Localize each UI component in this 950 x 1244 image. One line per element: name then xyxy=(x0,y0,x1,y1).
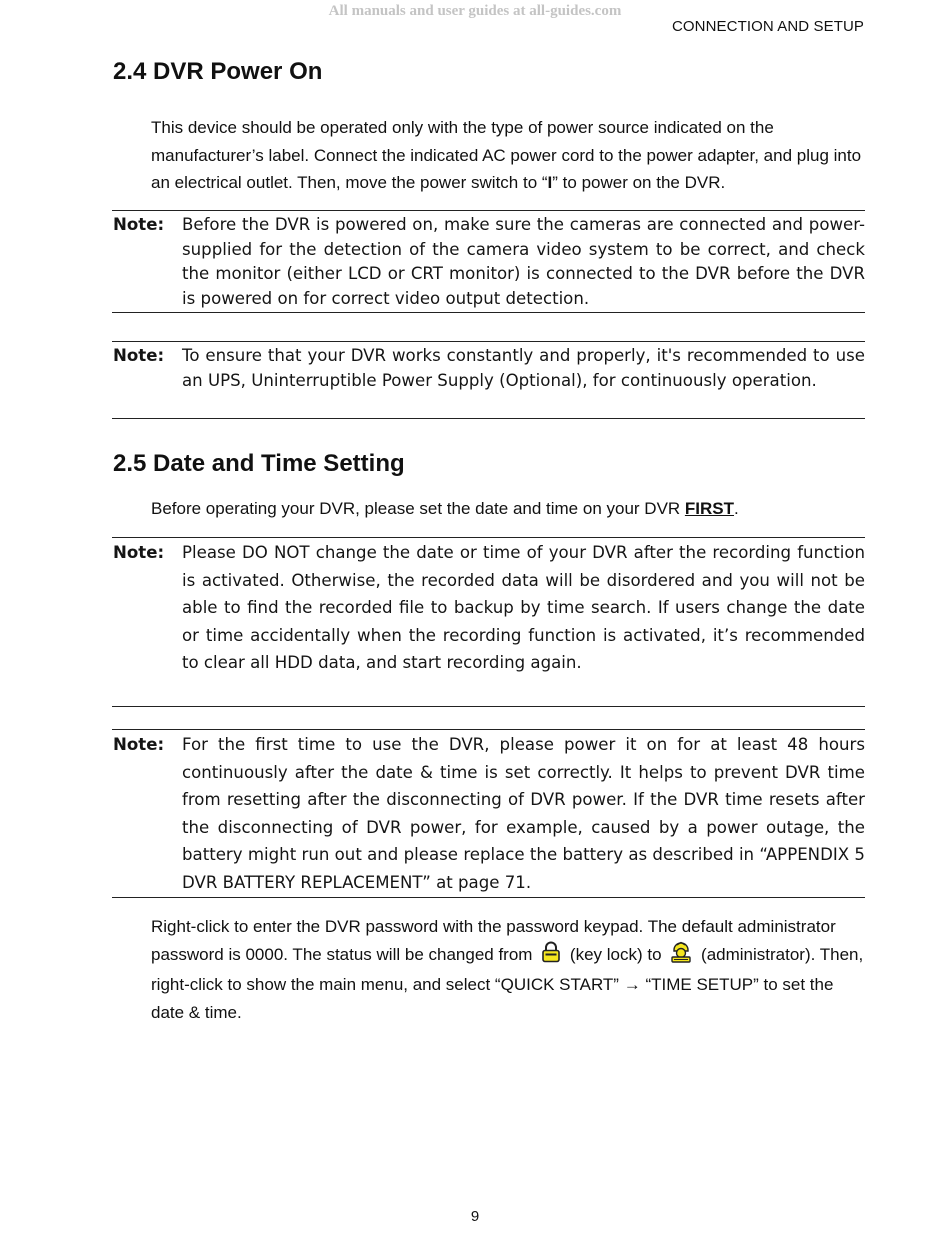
note-label: Note: xyxy=(113,346,165,365)
note-label: Note: xyxy=(113,735,165,754)
padlock-icon xyxy=(540,941,562,972)
note-divider xyxy=(112,312,865,313)
note-first-time-power xyxy=(113,731,865,897)
note-text: Before the DVR is powered on, make sure the cameras are connected and power-supplied for the detection of the camera video system to be correct, and check the monitor (either LCD or CRT monitor) is connected to the DVR before the DVR is powered on for correct video output detection. xyxy=(182,215,865,308)
running-header: CONNECTION AND SETUP xyxy=(671,18,864,35)
section-title-date-time-setting: 2.5 Date and Time Setting xyxy=(113,450,405,477)
note-text: Please DO NOT change the date or time of your DVR after the recording function is activated. Otherwise, the recorded data will be disordered and you will not be able to find the recorded file to backup by time search. If users change the date or time accidentally when the recording function is activated, it’s recommended to clear all HDD data, and start recording again. xyxy=(182,543,865,673)
note-divider xyxy=(112,210,865,211)
note-divider xyxy=(112,729,865,730)
first-emphasis: FIRST xyxy=(684,499,735,518)
note-ups xyxy=(113,344,865,393)
note-text: To ensure that your DVR works constantly and properly, it's recommended to use an UPS, Uninterruptible Power Supply (Optional), for continuously operation. xyxy=(182,346,865,390)
note-label: Note: xyxy=(113,215,165,234)
power-switch-symbol: I xyxy=(547,173,553,192)
note-do-not-change-time xyxy=(113,539,865,677)
note-divider xyxy=(112,341,865,342)
note-divider xyxy=(112,706,865,707)
section-title-dvr-power-on: 2.4 DVR Power On xyxy=(113,58,323,85)
note-divider xyxy=(112,537,865,538)
page-number: 9 xyxy=(470,1208,480,1225)
note-camera-connection xyxy=(113,213,865,311)
note-text: For the first time to use the DVR, please power it on for at least 48 hours continuously after the date & time is set correctly. It helps to prevent DVR time from resetting after the disconnecting of DVR power. If the DVR time resets after the disconnecting of DVR power, for example, caused by a power outage, the battery might run out and please replace the battery as described in “APPENDIX 5 DVR BATTERY REPLACEMENT” at page 71. xyxy=(182,735,865,892)
administrator-icon xyxy=(669,941,693,972)
note-divider xyxy=(112,897,865,898)
note-label: Note: xyxy=(113,543,165,562)
power-on-paragraph: This device should be operated only with the type of power source indicated on the manufacturer’s label. Connect the indicated AC power cord to the power adapter, and plug into an electrical outlet. Then, move the power switch to “I” to power on the DVR. xyxy=(151,118,862,192)
note-divider xyxy=(112,418,865,419)
arrow-right-icon: → xyxy=(623,975,641,994)
date-time-intro-paragraph: Before operating your DVR, please set the date and time on your DVR FIRST. xyxy=(151,499,739,518)
password-instructions-paragraph: Right-click to enter the DVR password with the password keypad. The default administrator password is 0000. The status will be changed from (key lock) to (administrator). Then, right-click to show the main menu, and select “QUICK START” → “TIME SETUP” to set the date & time. xyxy=(151,917,864,1022)
watermark: All manuals and user guides at all-guides.com xyxy=(328,3,622,19)
